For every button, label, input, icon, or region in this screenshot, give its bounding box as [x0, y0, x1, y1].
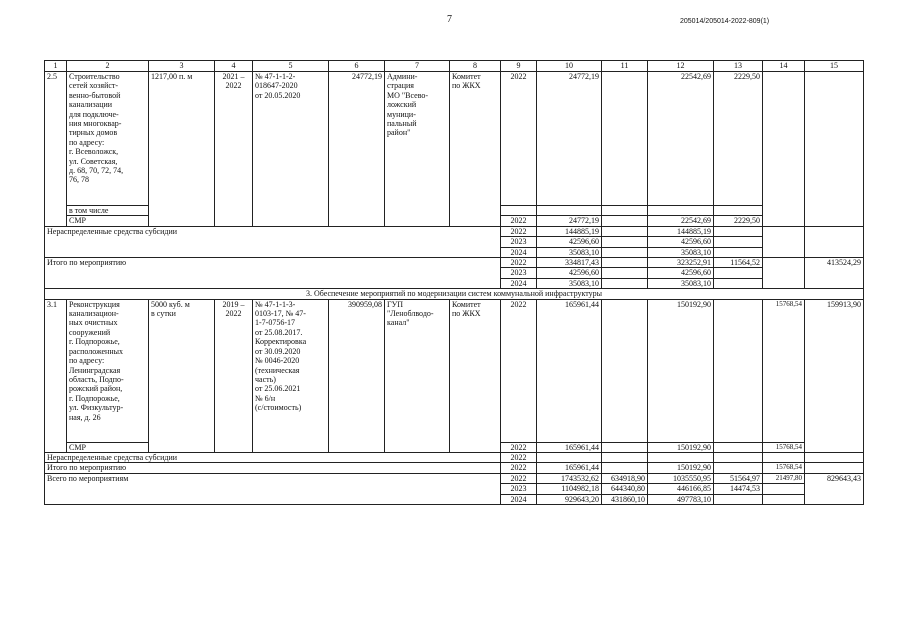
item-cost: 24772,19 [329, 72, 385, 227]
item-doc: № 47-1-1-2- 018647-2020 от 20.05.2020 [253, 72, 329, 227]
page-number: 7 [447, 14, 452, 25]
item-responsible: Комитет по ЖКХ [450, 299, 501, 452]
table-row-activity-total: 2024 35083,10 35083,10 [45, 278, 864, 288]
col-header: 1 [45, 61, 67, 72]
table-row-unallocated: 2023 42596,60 42596,60 [45, 237, 864, 247]
col-header: 5 [253, 61, 329, 72]
table-row-grand-total: 2023 1104982,18 644340,80 446166,85 14474,53 [45, 484, 864, 494]
unallocated-label: Нераспределенные средства субсидии [45, 453, 501, 463]
item-period: 2021 – 2022 [215, 72, 253, 227]
col-header: 12 [648, 61, 714, 72]
table-row-grand-total: 2024 929643,20 431860,10 497783,10 [45, 494, 864, 504]
table-row-smr: СМР 2022 24772,19 22542,69 2229,50 [45, 216, 864, 226]
col-header: 8 [450, 61, 501, 72]
table-row-activity-total: Итого по мероприятию 2022 165961,44 150192,90 15768,54 [45, 463, 864, 473]
item-customer: ГУП "Леноблводо- канал" [385, 299, 450, 452]
col-header: 15 [805, 61, 864, 72]
col-header: 11 [602, 61, 648, 72]
col-header: 3 [149, 61, 215, 72]
table-row-item-3-1: 3.1 Реконструкция канализацион- ных очистных сооружений г. Подпорожье, расположенных по адресу: Ленинградская область, Подпо- рожский район, г. Подпорожье, ул. Физкультур- ная, д. 26 5000 куб. м в сутки 2019 – 2022 № 47-1-1-3- 0103-17, № 47- 1-7-0756-17 от 25.08.2017. Корректировка от 30.09.2020 № 0046-2020 (техническая часть) от 25.06.2021 № 6/н (с/стоимость) 390959,08 ГУП "Леноблводо- канал" Комитет по ЖКХ 2022 165961,44 150192,90 15768,54 159913,90 [45, 299, 864, 442]
unallocated-label: Нераспределенные средства субсидии [45, 226, 501, 257]
item-capacity: 1217,00 п. м [149, 72, 215, 227]
col-header: 7 [385, 61, 450, 72]
col-header: 2 [67, 61, 149, 72]
item-name: Реконструкция канализацион- ных очистных сооружений г. Подпорожье, расположенных по адресу: Ленинградская область, Подпо- рожский район, г. Подпорожье, ул. Физкультур- ная, д. 26 [67, 299, 149, 442]
item-cost: 390959,08 [329, 299, 385, 452]
year-cell: 2022 [501, 72, 537, 206]
item-customer: Админи- страция МО "Всево- ложский муници- пальный район" [385, 72, 450, 227]
table-row-smr: СМР 2022 165961,44 150192,90 15768,54 [45, 442, 864, 452]
table-row-activity-total: 2023 42596,60 42596,60 [45, 268, 864, 278]
column-number-row [45, 61, 864, 72]
section-title: 3. Обеспечение мероприятий по модернизации систем коммунальной инфраструктуры [45, 289, 864, 299]
col-header: 9 [501, 61, 537, 72]
item-number: 2.5 [45, 72, 67, 227]
item-doc: № 47-1-1-3- 0103-17, № 47- 1-7-0756-17 от 25.08.2017. Корректировка от 30.09.2020 № 0046-2020 (техническая часть) от 25.06.2021 № 6/н (с/стоимость) [253, 299, 329, 452]
document-id: 205014/205014-2022-809(1) [680, 18, 770, 25]
item-responsible: Комитет по ЖКХ [450, 72, 501, 227]
col-header: 6 [329, 61, 385, 72]
table-row-grand-total: Всего по мероприятиям 2022 1743532,62 634918,90 1035550,95 51564,97 21497,80 829643,43 [45, 473, 864, 483]
total-cell: 24772,19 [537, 72, 602, 206]
item-name: Строительство сетей хозяйст- венно-бытовой канализации для подключе- ния многоквар- тирных домов по адресу: г. Всеволожск, ул. Советская, д. 68, 70, 72, 74, 76, 78 [67, 72, 149, 206]
table-row-unallocated: 2024 35083,10 35083,10 [45, 247, 864, 257]
table-row-item-2-5 [45, 72, 864, 206]
col-header: 10 [537, 61, 602, 72]
item-number: 3.1 [45, 299, 67, 452]
item-capacity: 5000 куб. м в сутки [149, 299, 215, 452]
item-period: 2019 – 2022 [215, 299, 253, 452]
table-row-section-title [45, 289, 864, 299]
table-row-unallocated: Нераспределенные средства субсидии 2022 144885,19 144885,19 [45, 226, 864, 236]
grand-total-label: Всего по мероприятиям [45, 473, 501, 504]
activity-total-label: Итого по мероприятию [45, 258, 501, 289]
subsidy-table [44, 60, 864, 505]
smr-label: СМР [67, 216, 149, 226]
col-header: 13 [714, 61, 763, 72]
table-row-activity-total: Итого по мероприятию 2022 334817,43 323252,91 11564,52 413524,29 [45, 258, 864, 268]
table-row-unallocated: Нераспределенные средства субсидии 2022 [45, 453, 864, 463]
col-header: 14 [763, 61, 805, 72]
smr-label: СМР [67, 442, 149, 452]
col-header: 4 [215, 61, 253, 72]
activity-total-label: Итого по мероприятию [45, 463, 501, 473]
incl-label: в том числе [67, 206, 149, 216]
c13-cell: 2229,50 [714, 72, 763, 206]
c12-cell: 22542,69 [648, 72, 714, 206]
